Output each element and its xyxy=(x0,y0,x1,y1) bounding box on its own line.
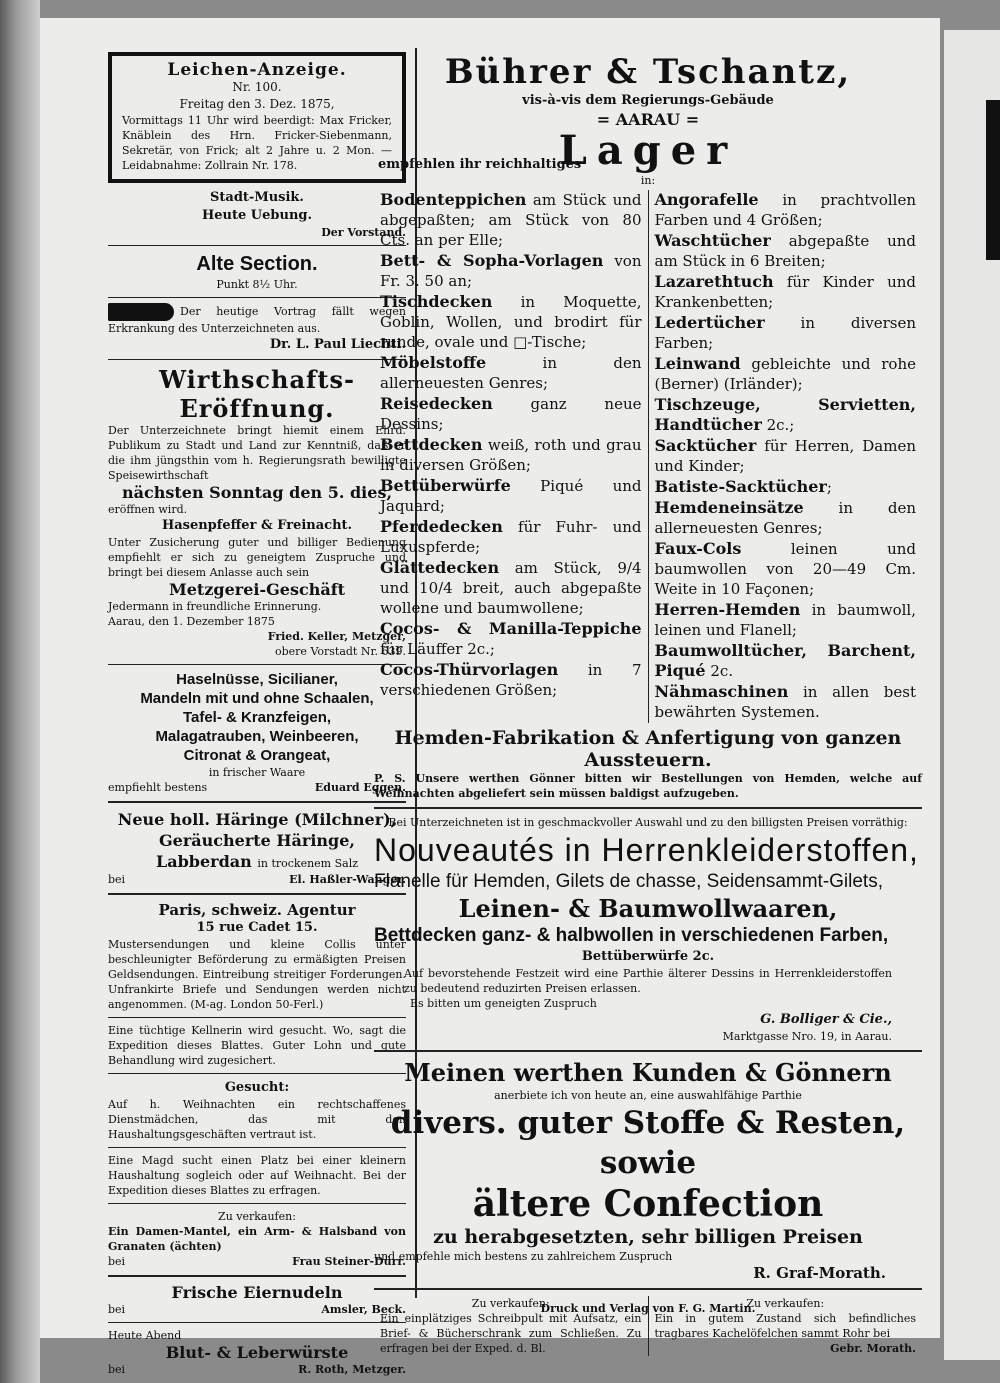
bolliger-bettdecken: Bettdecken ganz- & halbwollen in verschiedenen Farben, xyxy=(374,925,889,946)
lager-item xyxy=(380,619,642,659)
lager-item-desc: in den allerneuesten Genres; xyxy=(654,499,916,537)
lager-item-desc: ganz neue Dessins; xyxy=(380,395,642,433)
left-column xyxy=(108,52,406,1377)
wirthschaft-hasen: Hasenpfeffer & Freinacht. xyxy=(161,518,353,533)
lager-item-name: Pferdedecken xyxy=(380,517,503,536)
paris-title: Paris, schweiz. Agentur xyxy=(158,901,356,919)
lager-item-name: Ledertücher xyxy=(654,313,765,332)
wurst-sign: R. Roth, Metzger. xyxy=(298,1363,406,1376)
lager-item-name: Waschtücher xyxy=(654,231,771,250)
lager-item-desc: gebleichte und rohe (Berner) (Irländer); xyxy=(654,355,916,393)
lager-item xyxy=(655,436,917,476)
lager-item xyxy=(655,539,917,599)
lager-item-name: Möbelstoffe xyxy=(380,353,487,372)
lager-item-name: Batiste-Sacktücher xyxy=(654,477,827,496)
lager-item-name: Herren-Hemden xyxy=(654,600,801,619)
lager-item-name: Hemdeneinsätze xyxy=(654,498,804,517)
lager-item xyxy=(380,476,642,516)
haring-l4b: El. Haßler-Wanger. xyxy=(289,873,406,886)
stadtmusik-title: Stadt-Musik. xyxy=(210,190,304,205)
lager-item-desc: 2c.; xyxy=(761,416,795,434)
lager-item-desc: leinen und baumwollen von 20—49 Cm. Weite in 10 Façonen; xyxy=(654,540,916,598)
wirthschaft-text1: Der Unterzeichnete bringt hiemit einem Ehrd. Publikum zu Stadt und Land zur Kenntniß, daß er die ihm jüngsthin vom h. Regierungsrath bewilligte Speisewirthschaft xyxy=(108,424,406,482)
wirthschaft-date: nächsten Sonntag den 5. dies, xyxy=(121,483,393,502)
lager-item-desc: in den allerneuesten Genres; xyxy=(380,354,642,392)
lager-item-name: Leinwand xyxy=(654,354,741,373)
wurst-bei: bei xyxy=(108,1363,126,1376)
death-notice-date: Freitag den 3. Dez. 1875, xyxy=(179,97,335,111)
lager-item-name: Bett- & Sopha-Vorlagen xyxy=(380,251,604,270)
paris-addr: 15 rue Cadet 15. xyxy=(196,920,318,935)
buhrer-title: Bührer & Tschantz, xyxy=(444,52,852,92)
graf-l3: zu herabgesetzten, sehr billigen Preisen xyxy=(433,1226,863,1248)
wirthschaft-place: Aarau, den 1. Dezember 1875 xyxy=(108,615,275,628)
bolliger-leinen: Leinen- & Baumwollwaaren, xyxy=(458,894,838,923)
verk2-sign: Gebr. Morath. xyxy=(830,1342,916,1355)
adjacent-page-ink-block xyxy=(986,100,1000,260)
verkauf-title: Zu verkaufen: xyxy=(218,1210,296,1223)
bolliger-text: Auf bevorstehende Festzeit wird eine Parthie älterer Dessins in Herrenkleiderstoffen zu bedeutend reduzirten Preisen erlassen. xyxy=(404,967,892,995)
lager-item-desc: in baumwoll, leinen und Flanell; xyxy=(654,601,916,639)
wirthschaft-text4: Jedermann in freundliche Erinnerung. xyxy=(108,600,322,613)
lager-item-name: Lazarethtuch xyxy=(654,272,774,291)
nuts-l7b: Eduard Eggen. xyxy=(314,781,406,794)
buhrer-city: = AARAU = xyxy=(596,110,700,129)
alte-section-notice xyxy=(108,303,406,336)
lager-item xyxy=(655,272,917,312)
verk1-text: Ein einplätziges Schreibpult mit Aufsatz, ein Brief- & Bücherschrank zum Schließen. Zu erfragen bei der Exped. d. Bl. xyxy=(380,1312,642,1355)
alte-section-sign: Dr. L. Paul Liechti. xyxy=(269,337,406,352)
bolliger-bitten: Es bitten um geneigten Zuspruch xyxy=(410,997,597,1010)
lager-item-name: Tischzeuge, Servietten, Handtücher xyxy=(654,395,916,434)
bolliger-addr: Marktgasse Nro. 19, in Aarau. xyxy=(722,1030,892,1043)
lager-item-desc: in prachtvollen Farben und 4 Größen; xyxy=(654,191,916,229)
printer-imprint: Druck und Verlag von F. G. Martin. xyxy=(540,1302,756,1315)
haring-l3b: in trockenem Salz xyxy=(257,857,359,870)
verkauf-sign: Frau Steiner-Dürr. xyxy=(292,1255,406,1268)
lager-item-desc: in 7 verschiedenen Größen; xyxy=(380,661,642,699)
buhrer-items-right xyxy=(649,190,923,723)
buhrer-in: in: xyxy=(640,174,656,187)
gesucht-title: Gesucht: xyxy=(224,1080,290,1095)
wirthschaft-metzgerei: Metzgerei-Geschäft xyxy=(169,580,345,599)
lager-item-name: Nähmaschinen xyxy=(654,682,789,701)
alte-section-time: Punkt 8½ Uhr. xyxy=(216,278,298,291)
lager-item xyxy=(655,600,917,640)
nuts-ad xyxy=(108,670,406,765)
lager-item xyxy=(380,190,642,250)
nuts-l7a: empfiehlt bestens xyxy=(108,781,208,794)
buhrer-items xyxy=(374,190,922,723)
lager-item-desc: für Fuhr- und Luxuspferde; xyxy=(380,518,642,556)
lager-item xyxy=(380,353,642,393)
wurst-l2: Blut- & Leberwürste xyxy=(165,1343,349,1362)
lager-item-name: Bettüberwürfe xyxy=(380,476,511,495)
lager-item-name: Baumwolltücher, Barchent, Piqué xyxy=(654,641,916,680)
verk2-title: Zu verkaufen: xyxy=(746,1297,825,1310)
alte-section-title: Alte Section. xyxy=(196,253,318,275)
lager-item xyxy=(380,292,642,352)
lager-item xyxy=(655,190,917,230)
lager-item xyxy=(655,641,917,681)
paris-text: Mustersendungen und kleine Collis unter beschleunigter Beförderung zu ermäßigten Preisen Geldsendungen. Eintreibung streitiger Forderungen. Unfrankirte Briefe und Sendungen werden nicht angenommen. (M-ag. London 50-Ferl.) xyxy=(108,938,406,1011)
lager-item-desc: für Läuffer 2c.; xyxy=(380,640,495,658)
nuts-l6: in frischer Waare xyxy=(208,766,306,779)
lager-item-desc: Piqué und Jaquard; xyxy=(380,477,642,515)
lager-item xyxy=(380,558,642,618)
stadtmusik-line: Heute Uebung. xyxy=(201,208,313,223)
lager-item xyxy=(380,517,642,557)
lager-item-desc: für Kinder und Krankenbetten; xyxy=(654,273,916,311)
buhrer-lager: Lager xyxy=(558,127,738,174)
bolliger-sign: G. Bolliger & Cie., xyxy=(760,1012,892,1027)
lager-item-name: Faux-Cols xyxy=(654,539,742,558)
lager-item-name: Bodenteppichen xyxy=(380,190,527,209)
nuts-l4: Malagatrauben, Weinbeeren, xyxy=(155,728,359,745)
bolliger-flanelle: Flanelle für Hemden, Gilets de chasse, Seidensammt-Gilets, xyxy=(374,871,883,892)
verkauf-text: Ein Damen-Mantel, ein Arm- & Halsband von Granaten (ächten) xyxy=(108,1225,406,1253)
death-notice-title: Leichen-Anzeige. xyxy=(167,60,347,80)
haring-l1: Neue holl. Häringe (Milchner), xyxy=(117,810,397,829)
verkauf-bei: bei xyxy=(108,1255,126,1268)
bolliger-nouveautes: Nouveautés in Herrenkleiderstoffen, xyxy=(374,832,919,868)
gesucht-text: Auf h. Weihnachten ein rechtschaffenes Dienstmädchen, das mit den Haushaltungsgeschäften vertraut ist. xyxy=(108,1098,406,1141)
lager-item xyxy=(380,435,642,475)
lager-item-name: Glättedecken xyxy=(380,558,500,577)
wirthschaft-text2: eröffnen wird. xyxy=(108,503,188,516)
lager-item-desc: am Stück, 9/4 und 10/4 breit, auch abgepaßte wollene und baumwollene; xyxy=(380,559,642,617)
bolliger-intro: Bei Unterzeichneten ist in geschmackvoller Auswahl und zu den billigsten Preisen vorräthig: xyxy=(388,816,908,829)
wirthschaft-sign: Fried. Keller, Metzger, xyxy=(267,630,406,643)
wirthschaft-text3: Unter Zusicherung guter und billiger Bedienung empfiehlt er sich zu geneigtem Zuspruche und bringt bei diesem Anlasse auch sein xyxy=(108,536,406,579)
buhrer-items-left xyxy=(374,190,648,723)
lager-item-desc: weiß, roth und grau in diversen Größen; xyxy=(380,436,642,474)
lager-item-name: Cocos-Thürvorlagen xyxy=(380,660,559,679)
right-column xyxy=(374,52,922,1356)
buhrer-empf: empfehlen ihr reichhaltiges xyxy=(378,157,582,172)
nuts-l2: Mandeln mit und ohne Schaalen, xyxy=(140,690,374,707)
lager-item xyxy=(655,395,917,435)
lager-item-name: Cocos- & Manilla-Teppiche xyxy=(380,619,642,638)
lager-item-desc: in Moquette, Goblin, Wollen, und brodirt für runde, ovale und □-Tische; xyxy=(380,293,642,351)
buhrer-ps: P. S. Unsere werthen Gönner bitten wir Bestellungen von Hemden, welche auf Weihnachten abgeliefert sein müssen baldigst aufzugeben. xyxy=(374,772,922,800)
nuts-l3: Tafel- & Kranzfeigen, xyxy=(182,709,332,726)
verkauf-sign-row xyxy=(108,1254,406,1269)
pointing-hand-icon xyxy=(108,303,174,321)
lager-item xyxy=(655,313,917,353)
wirthschaft-title: Wirthschafts-Eröffnung. xyxy=(159,365,355,423)
graf-big2: ältere Confection xyxy=(472,1183,824,1225)
graf-title: Meinen werthen Kunden & Gönnern xyxy=(404,1058,892,1087)
bolliger-ueberwurf: Bettüberwürfe 2c. xyxy=(581,949,715,964)
verk1-title: Zu verkaufen: xyxy=(471,1297,550,1310)
death-notice xyxy=(108,52,406,183)
nuts-l5: Citronat & Orangeat, xyxy=(183,747,331,764)
lager-item xyxy=(655,682,917,722)
graf-sign: R. Graf-Morath. xyxy=(753,1264,886,1282)
nuts-l1: Haselnüsse, Sicilianer, xyxy=(176,671,338,688)
lager-item-desc: für Herren, Damen und Kinder; xyxy=(654,437,916,475)
haring-l2: Geräucherte Häringe, xyxy=(159,831,355,850)
haring-ad xyxy=(108,809,406,872)
eier-sign-row xyxy=(108,1302,406,1317)
haring-l4a: bei xyxy=(108,873,126,886)
lager-item-desc: ; xyxy=(826,478,832,496)
magd-ad: Eine Magd sucht einen Platz bei einer kleinern Haushaltung sogleich oder auf Weihnacht. Bei der Expedition dieses Blattes zu erfragen. xyxy=(108,1154,406,1197)
lager-item xyxy=(380,394,642,434)
graf-l4: und empfehle mich bestens zu zahlreichem Zuspruch xyxy=(374,1250,673,1263)
lager-item-name: Sacktücher xyxy=(654,436,757,455)
stadtmusik-sign: Der Vorstand. xyxy=(321,226,406,239)
lager-item xyxy=(655,231,917,271)
death-notice-number: Nr. 100. xyxy=(232,80,282,94)
lager-item-desc: abgepaßte und am Stück in 6 Breiten; xyxy=(654,232,916,270)
lager-item-name: Bettdecken xyxy=(380,435,483,454)
adjacent-page-edge xyxy=(944,30,1000,1360)
graf-big1: divers. guter Stoffe & Resten, sowie xyxy=(390,1105,906,1181)
lager-item-desc: in allen best bewährten Systemen. xyxy=(654,683,916,721)
wurst-sign-row xyxy=(108,1362,406,1377)
nuts-sign-row xyxy=(108,780,406,795)
buhrer-hemden: Hemden-Fabrikation & Anfertigung von ganzen Aussteuern. xyxy=(394,727,902,771)
buhrer-sub: vis-à-vis dem Regierungs-Gebäude xyxy=(522,93,774,108)
verk2-text: Ein in gutem Zustand sich befindliches tragbares Kachelöfelchen sammt Rohr bei xyxy=(654,1312,916,1340)
lager-item xyxy=(380,660,642,700)
lager-item-desc: am Stück und abgepaßten; am Stück von 80 Cts. an per Elle; xyxy=(380,191,642,249)
eier-title: Frische Eiernudeln xyxy=(171,1283,343,1302)
eier-bei: bei xyxy=(108,1303,126,1316)
eier-sign: Amsler, Beck. xyxy=(321,1303,406,1316)
wirthschaft-addr: obere Vorstadt Nr. 639. xyxy=(275,645,406,658)
lager-item xyxy=(655,498,917,538)
lager-item-desc: von Fr. 3. 50 an; xyxy=(380,252,642,290)
lager-item-desc: in diversen Farben; xyxy=(654,314,916,352)
book-gutter xyxy=(0,0,40,1383)
lager-item-name: Tischdecken xyxy=(380,292,493,311)
lager-item-name: Angorafelle xyxy=(654,190,759,209)
lager-item xyxy=(655,477,917,497)
graf-sub: anerbiete ich von heute an, eine auswahlfähige Parthie xyxy=(494,1089,802,1102)
death-notice-text: Vormittags 11 Uhr wird beerdigt: Max Fricker, Knäblein des Hrn. Fricker-Siebenmann, Sekretär, von Frick; alt 2 Jahre u. 2 Mon. — Leidabnahme: Zollrain Nr. 178. xyxy=(122,114,392,172)
lager-item-desc: 2c. xyxy=(705,662,734,680)
newspaper-page xyxy=(40,18,940,1376)
alte-section-text: Der heutige Vortrag fällt wegen Erkrankung des Unterzeichneten aus. xyxy=(108,305,406,335)
lager-item xyxy=(655,354,917,394)
haring-sign-row xyxy=(108,872,406,887)
lager-item xyxy=(380,251,642,291)
lager-item-name: Reisedecken xyxy=(380,394,493,413)
wurst-l1: Heute Abend xyxy=(108,1329,182,1342)
haring-l3a: Labberdan xyxy=(155,852,252,871)
kellnerin-ad: Eine tüchtige Kellnerin wird gesucht. Wo, sagt die Expedition dieses Blattes. Guter Lohn und gute Behandlung wird zugesichert. xyxy=(108,1024,406,1067)
